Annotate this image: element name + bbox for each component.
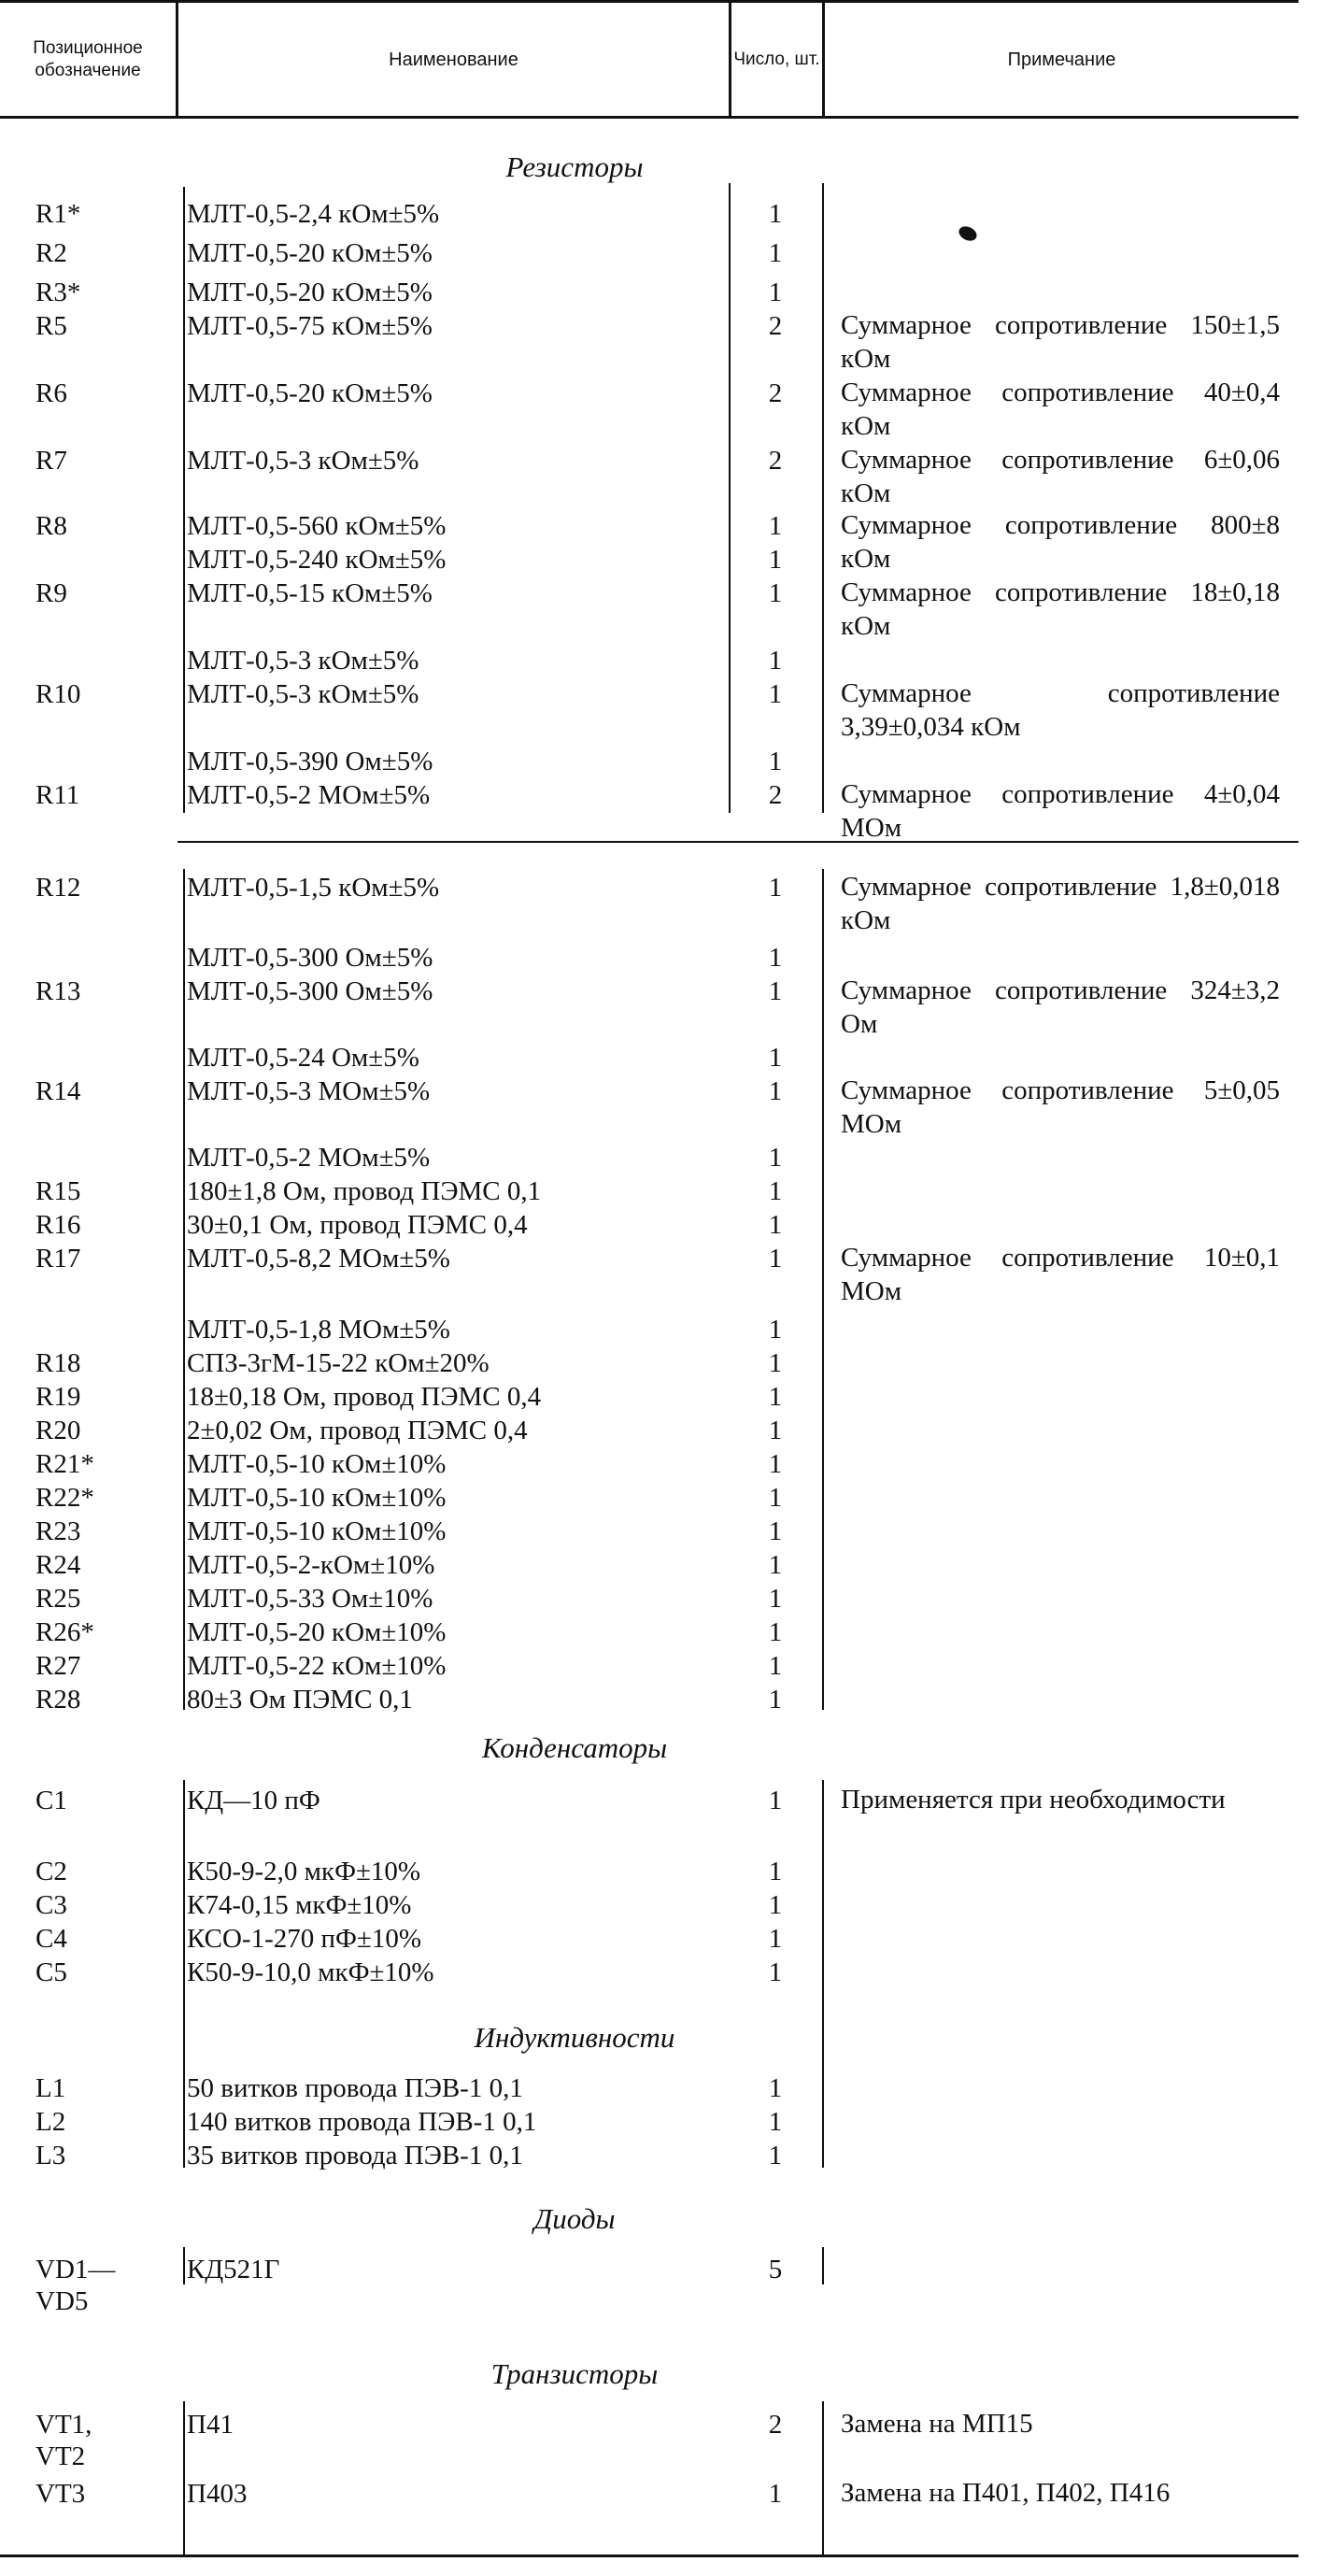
designator-l3: L3: [35, 2141, 66, 2170]
designator-r17: R17: [35, 1244, 81, 1274]
component-name: 140 витков провода ПЭВ-1 0,1: [187, 2107, 537, 2137]
quantity: 1: [768, 2141, 783, 2170]
designator-r27: R27: [35, 1651, 81, 1681]
component-name: МЛТ-0,5-300 Ом±5%: [187, 943, 433, 973]
quantity: 1: [768, 1348, 783, 1378]
designator-r13: R13: [35, 976, 81, 1006]
quantity: 2: [768, 311, 783, 341]
component-name: МЛТ-0,5-20 кОм±5%: [187, 378, 433, 408]
column-rule: [183, 187, 185, 813]
quantity: 1: [768, 1924, 783, 1954]
quantity: 1: [768, 1957, 783, 1987]
designator-r12: R12: [35, 873, 81, 903]
quantity: 1: [768, 1449, 783, 1479]
designator-r19: R19: [35, 1382, 81, 1412]
component-name: МЛТ-0,5-24 Ом±5%: [187, 1043, 419, 1073]
component-name: П403: [187, 2479, 248, 2509]
table-top-rule: [0, 0, 1299, 3]
note: Суммарное сопротивление 4±0,04 МОм: [841, 779, 1280, 843]
quantity: 1: [768, 1244, 783, 1274]
designator-c3: C3: [35, 1890, 67, 1920]
quantity: 1: [768, 943, 783, 973]
quantity: 2: [768, 780, 783, 810]
designator-r5: R5: [35, 311, 67, 341]
designator-r8: R8: [35, 511, 67, 541]
header-name: Наименование: [389, 50, 518, 70]
designator-c5: C5: [35, 1957, 67, 1987]
component-name: МЛТ-0,5-10 кОм±10%: [187, 1483, 447, 1513]
component-name: МЛТ-0,5-10 кОм±10%: [187, 1516, 447, 1546]
quantity: 1: [768, 1651, 783, 1681]
component-name: МЛТ-0,5-20 кОм±10%: [187, 1617, 447, 1647]
component-name: КСО-1-270 пФ±10%: [187, 1924, 421, 1954]
note: Суммарное сопротивление 10±0,1 МОм: [841, 1243, 1280, 1306]
designator-c4: C4: [35, 1924, 67, 1954]
designator-r6: R6: [35, 378, 67, 408]
component-name: К50-9-2,0 мкФ±10%: [187, 1857, 421, 1886]
designator-r10: R10: [35, 679, 81, 709]
component-name: МЛТ-0,5-10 кОм±10%: [187, 1449, 447, 1479]
quantity: 1: [768, 578, 783, 608]
note: Замена на МП15: [841, 2409, 1033, 2439]
designator-vt1-vt2: VT1, VT2: [35, 2410, 92, 2471]
quantity: 1: [768, 1416, 783, 1445]
quantity: 1: [768, 2107, 783, 2137]
component-name: МЛТ-0,5-240 кОм±5%: [187, 545, 447, 575]
component-name: МЛТ-0,5-20 кОм±5%: [187, 238, 433, 268]
component-name: МЛТ-0,5-560 кОм±5%: [187, 511, 447, 541]
quantity: 1: [768, 545, 783, 575]
quantity: 1: [768, 1483, 783, 1513]
column-rule: [822, 869, 824, 1710]
quantity: 1: [768, 1315, 783, 1345]
quantity: 1: [768, 199, 783, 229]
component-name: МЛТ-0,5-75 кОм±5%: [187, 311, 433, 341]
column-rule: [822, 183, 824, 813]
component-name: МЛТ-0,5-15 кОм±5%: [187, 578, 433, 608]
quantity: 1: [768, 1210, 783, 1240]
quantity: 1: [768, 1516, 783, 1546]
designator-r23: R23: [35, 1516, 81, 1546]
header-position: Позиционное обозначение: [33, 38, 143, 80]
quantity: 1: [768, 646, 783, 676]
note: Суммарное сопротивление 324±3,2 Ом: [841, 975, 1280, 1039]
quantity: 2: [768, 446, 783, 476]
designator-r3-: R3*: [35, 278, 81, 307]
quantity: 1: [768, 976, 783, 1006]
component-name: МЛТ-0,5-33 Ом±10%: [187, 1584, 433, 1614]
header-quantity: Число, шт.: [733, 50, 820, 69]
component-name: К50-9-10,0 мкФ±10%: [187, 1957, 434, 1987]
note: Суммарное сопротивление 6±0,06 кОм: [841, 445, 1280, 508]
column-rule: [822, 2401, 824, 2555]
note: Суммарное сопротивление 18±0,18 кОм: [841, 577, 1280, 641]
quantity: 1: [768, 2479, 783, 2509]
component-name: МЛТ-0,5-2,4 кОм±5%: [187, 199, 440, 229]
component-name: КД521Г: [187, 2255, 280, 2284]
component-name: 30±0,1 Ом, провод ПЭМС 0,4: [187, 1210, 528, 1240]
component-name: МЛТ-0,5-20 кОм±5%: [187, 278, 433, 307]
designator-r28: R28: [35, 1685, 81, 1715]
designator-r22-: R22*: [35, 1483, 94, 1513]
note: Применяется при необходимости: [841, 1785, 1226, 1815]
note: Суммарное сопротивление 40±0,4 кОм: [841, 377, 1280, 441]
designator-c1: C1: [35, 1786, 67, 1815]
component-name: МЛТ-0,5-8,2 МОм±5%: [187, 1244, 450, 1274]
quantity: 2: [768, 378, 783, 408]
quantity: 1: [768, 1143, 783, 1173]
component-name: МЛТ-0,5-3 кОм±5%: [187, 446, 419, 476]
designator-r18: R18: [35, 1348, 81, 1378]
column-rule: [183, 2401, 185, 2555]
header-bottom-rule: [0, 116, 1299, 119]
quantity: 2: [768, 2410, 783, 2440]
quantity: 1: [768, 1382, 783, 1412]
designator-vd1-vd5: VD1—VD5: [35, 2255, 116, 2316]
section-title-inductors: Индуктивности: [474, 2021, 675, 2054]
section-title-transistors: Транзисторы: [490, 2357, 659, 2390]
note: Суммарное сопротивление 1,8±0,018 кОм: [841, 872, 1280, 935]
designator-r11: R11: [35, 780, 80, 810]
quantity: 1: [768, 747, 783, 776]
component-name: МЛТ-0,5-22 кОм±10%: [187, 1651, 447, 1681]
component-name: МЛТ-0,5-2-кОм±10%: [187, 1550, 435, 1580]
designator-l1: L1: [35, 2073, 66, 2103]
column-rule: [822, 1780, 824, 2168]
note: Суммарное сопротивление 5±0,05 МОм: [841, 1075, 1280, 1139]
section-title-resistors: Резисторы: [505, 150, 644, 183]
designator-r9: R9: [35, 578, 67, 608]
component-name: 180±1,8 Ом, провод ПЭМС 0,1: [187, 1176, 542, 1206]
designator-r2: R2: [35, 238, 67, 268]
component-name: 35 витков провода ПЭВ-1 0,1: [187, 2141, 523, 2170]
designator-r25: R25: [35, 1584, 81, 1614]
quantity: 1: [768, 278, 783, 307]
column-rule: [183, 2247, 185, 2284]
section-title-capacitors: Конденсаторы: [481, 1731, 668, 1764]
component-name: МЛТ-0,5-300 Ом±5%: [187, 976, 433, 1006]
component-name: 80±3 Ом ПЭМС 0,1: [187, 1685, 413, 1715]
designator-r15: R15: [35, 1176, 81, 1206]
component-name: МЛТ-0,5-1,8 МОм±5%: [187, 1315, 450, 1345]
section-title-diodes: Диоды: [533, 2202, 616, 2235]
note: Замена на П401, П402, П416: [841, 2478, 1171, 2508]
quantity: 1: [768, 1043, 783, 1073]
note: Суммарное сопротивление 3,39±0,034 кОм: [841, 678, 1280, 742]
quantity: 1: [768, 1890, 783, 1920]
column-rule: [183, 869, 185, 1710]
quantity: 1: [768, 238, 783, 268]
designator-vt3: VT3: [35, 2479, 86, 2509]
component-name: МЛТ-0,5-1,5 кОм±5%: [187, 873, 440, 903]
quantity: 1: [768, 2073, 783, 2103]
component-name: МЛТ-0,5-3 МОм±5%: [187, 1076, 431, 1106]
component-name: МЛТ-0,5-2 МОм±5%: [187, 780, 431, 810]
component-name: КД—10 пФ: [187, 1786, 320, 1815]
designator-r7: R7: [35, 446, 67, 476]
table-bottom-rule: [0, 2555, 1299, 2557]
note: Суммарное сопротивление 150±1,5 кОм: [841, 310, 1280, 374]
component-name: 18±0,18 Ом, провод ПЭМС 0,4: [187, 1382, 542, 1412]
quantity: 1: [768, 1685, 783, 1715]
quantity: 1: [768, 873, 783, 903]
component-name: МЛТ-0,5-390 Ом±5%: [187, 747, 433, 776]
header-note: Примечание: [1007, 50, 1116, 70]
component-name: СПЗ-3гМ-15-22 кОм±20%: [187, 1348, 490, 1378]
designator-l2: L2: [35, 2107, 66, 2137]
component-name: К74-0,15 мкФ±10%: [187, 1890, 412, 1920]
quantity: 1: [768, 1617, 783, 1647]
component-name: МЛТ-0,5-2 МОм±5%: [187, 1143, 431, 1173]
designator-r16: R16: [35, 1210, 81, 1240]
component-name: МЛТ-0,5-3 кОм±5%: [187, 679, 419, 709]
quantity: 1: [768, 1786, 783, 1815]
designator-r26-: R26*: [35, 1617, 94, 1647]
designator-r20: R20: [35, 1416, 81, 1445]
quantity: 1: [768, 1076, 783, 1106]
component-name: 2±0,02 Ом, провод ПЭМС 0,4: [187, 1416, 528, 1445]
quantity: 1: [768, 1176, 783, 1206]
column-rule: [822, 2247, 824, 2284]
designator-r14: R14: [35, 1076, 81, 1106]
designator-r24: R24: [35, 1550, 81, 1580]
quantity: 1: [768, 511, 783, 541]
quantity: 5: [768, 2255, 783, 2284]
quantity: 1: [768, 1550, 783, 1580]
ink-blot: [957, 223, 979, 243]
quantity: 1: [768, 1857, 783, 1886]
column-rule: [183, 1780, 185, 2168]
component-name: МЛТ-0,5-3 кОм±5%: [187, 646, 419, 676]
quantity: 1: [768, 679, 783, 709]
quantity: 1: [768, 1584, 783, 1614]
designator-r21-: R21*: [35, 1449, 94, 1479]
component-name: П41: [187, 2410, 234, 2440]
designator-c2: C2: [35, 1857, 67, 1886]
designator-r1-: R1*: [35, 199, 81, 229]
column-rule: [729, 183, 731, 813]
note: Суммарное сопротивление 800±8 кОм: [841, 510, 1280, 574]
component-name: 50 витков провода ПЭВ-1 0,1: [187, 2073, 523, 2103]
